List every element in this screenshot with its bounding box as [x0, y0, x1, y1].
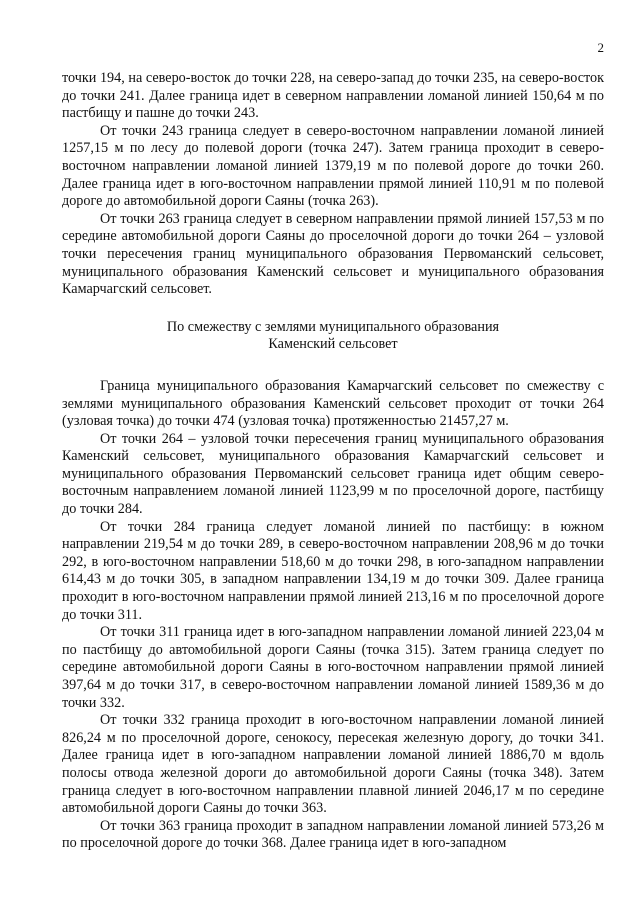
section-heading-line: По смежеству с землями муниципального образования — [166, 318, 500, 335]
paragraph: От точки 263 граница следует в северном направлении прямой линией 157,53 м по середине автомобильной дороги Саяны до проселочной дороги до точки 264 – узловой точки пересечения границ муниципального образования Первоманский сельсовет, муниципального образования Каменский сельсовет и муниципального образования Камарчагский сельсовет. — [62, 210, 604, 298]
paragraph-continuation: точки 194, на северо-восток до точки 228, на северо-запад до точки 235, на северо-восток до точки 241. Далее граница идет в северном направлении ломаной линией 150,64 м по пастбищу и пашне до точки 243. — [62, 70, 604, 122]
section-heading — [62, 319, 604, 354]
paragraph: Граница муниципального образования Камарчагский сельсовет по смежеству с землями муниципального образования Каменский сельсовет проходит от точки 264 (узловая точка) до точки 474 (узловая точка) протяженностью 21457,27 м. — [62, 377, 604, 430]
paragraph: От точки 243 граница следует в северо-восточном направлении ломаной линией 1257,15 м по лесу до полевой дороги (точка 247). Затем граница проходит в северо-восточном направлении ломаной линией 1379,19 м по полевой дороге до точки 260. Далее граница идет в юго-восточном направлении прямой линией 110,91 м по полевой дороге до автомобильной дороги Саяны (точка 263). — [62, 122, 604, 210]
paragraph: От точки 311 граница идет в юго-западном направлении ломаной линией 223,04 м по пастбищу до автомобильной дороги Саяны (точка 315). Затем граница следует по середине автомобильной дороги Саяны в юго-восточном направлении прямой линией 397,64 м до точки 317, в северо-восточном направлении ломаной линией 1589,36 м до точки 332. — [62, 624, 604, 711]
page-number: 2 — [597, 40, 604, 55]
document-body — [62, 70, 604, 853]
paragraph: От точки 363 граница проходит в западном направлении ломаной линией 573,26 м по проселочной дороге до точки 368. Далее граница идет в юго-западном — [62, 817, 604, 852]
section-heading-line: Каменский сельсовет — [268, 336, 398, 353]
paragraph: От точки 264 – узловой точки пересечения границ муниципального образования Каменский сельсовет, муниципального образования Камарчагский сельсовет и муниципального образования Первоманский сельсовет граница идет общим северо-восточным направлением ломаной линией 1123,99 м по проселочной дороге, пастбищу до точки 284. — [62, 430, 604, 518]
paragraph: От точки 332 граница проходит в юго-восточном направлении ломаной линией 826,24 м по проселочной дороге, сенокосу, пересекая железную дорогу, до точки 341. Далее граница идет в юго-западном направлении ломаной линией 1886,70 м вдоль полосы отвода железной дороги до автомобильной дороги Саяны (точка 348). Затем граница следует в юго-восточном направлении плавной линией 2046,17 м по середине автомобильной дороги Саяны до точки 363. — [62, 712, 604, 817]
paragraph: От точки 284 граница следует ломаной линией по пастбищу: в южном направлении 219,54 м до точки 289, в северо-восточном направлении 208,96 м до точки 292, в юго-восточном направлении 518,60 м до точки 298, в юго-западном направлении 614,43 м до точки 305, в западном направлении 134,19 м до точки 309. Далее граница проходит в юго-восточном направлении прямой линией 213,16 м по проселочной дороге до точки 311. — [62, 518, 604, 623]
